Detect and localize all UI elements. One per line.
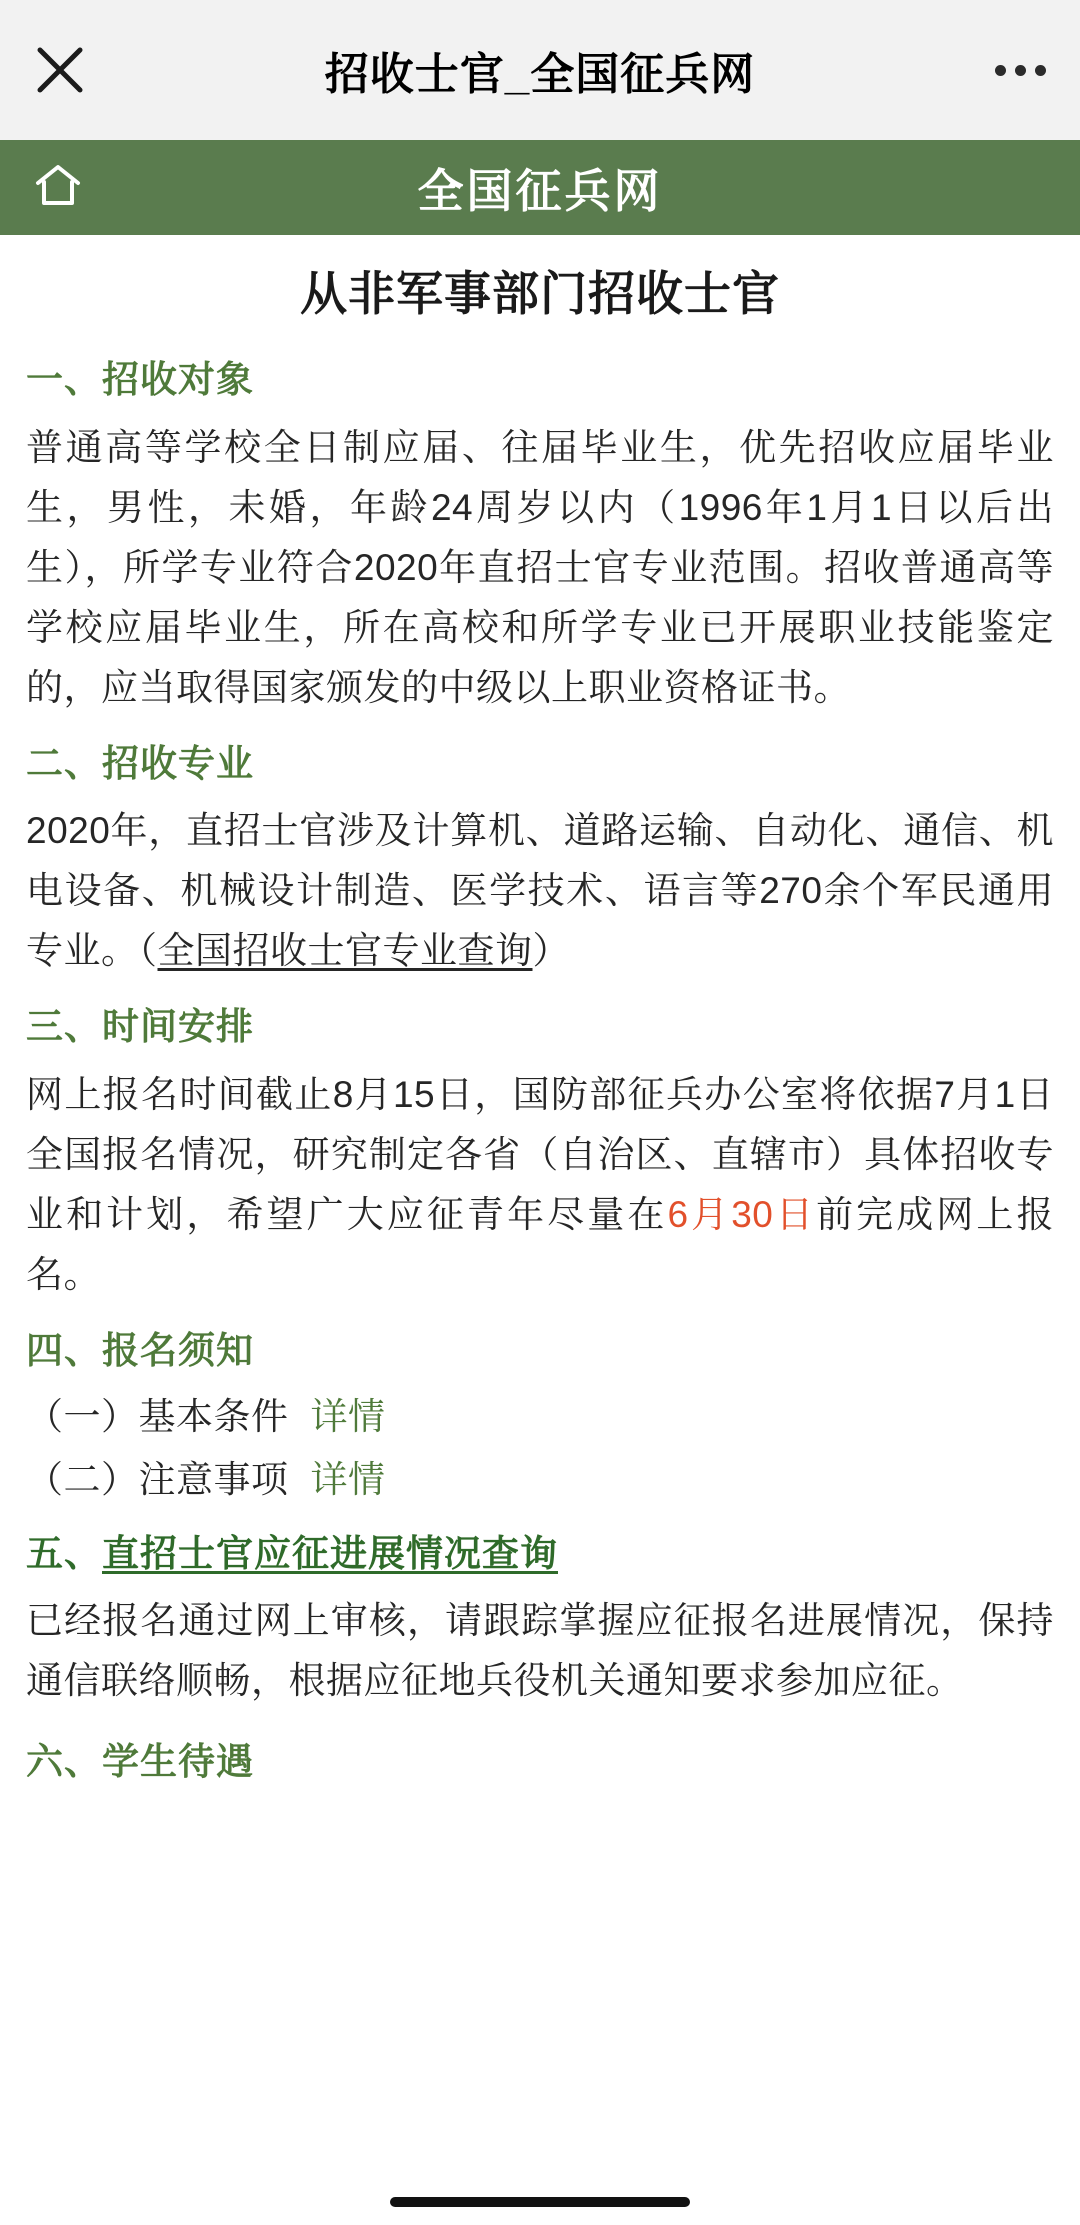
site-header [0,140,1080,235]
majors-text-before: 2020年，直招士官涉及计算机、道路运输、自动化、通信、机电设备、机械设计制造、医学技术、语言等270余个军民通用专业。（ [26,810,1054,972]
section-paragraph-majors [26,801,1054,981]
browser-chrome-bar [0,0,1080,140]
section-heading-next-partial: 六、学生待遇 [26,1741,254,1783]
more-options-button[interactable] [960,65,1080,76]
schedule-text-before: 网上报名时间截止8月15日，国防部征兵办公室将依据7月1日全国报名情况，研究制定各省（自治区、直辖市）具体招收专业和计划，希望广大应征青年尽量在 [26,1073,1054,1235]
more-options-icon [995,65,1006,76]
more-options-icon-dot2 [1015,65,1026,76]
home-icon [32,159,84,216]
article-body [0,235,1080,1783]
schedule-text-after: 前完成网上报名。 [26,1193,1055,1295]
application-notice-list [26,1389,1054,1508]
majors-text-after: ） [532,930,570,972]
close-icon [32,42,88,98]
progress-query-link[interactable]: 直招士官应征进展情况查询 [102,1532,558,1574]
majors-query-link[interactable]: 全国招收士官专业查询 [157,930,533,972]
section-paragraph-recruitment-target: 普通高等学校全日制应届、往届毕业生，优先招收应届毕业生，男性，未婚，年龄24周岁以内（1996年1月1日以后出生），所学专业符合2020年直招士官专业范围。招收普通高等学校应届毕业生，所在高校和所学专业已开展职业技能鉴定的，应当取得国家颁发的中级以上职业资格证书。 [26,426,1054,708]
section-paragraph-schedule [26,1065,1054,1305]
list-item-label: （一）基本条件 [26,1395,289,1437]
article-title: 从非军事部门招收士官 [300,267,780,320]
section-heading-recruitment-target: 一、招收对象 [26,359,254,401]
list-item-notes [26,1452,1054,1508]
site-title: 全国征兵网 [417,164,663,217]
detail-link-basic-conditions[interactable]: 详情 [310,1395,386,1437]
section-heading-application-notice: 四、报名须知 [26,1329,254,1371]
more-options-icon-dot3 [1035,65,1046,76]
section-heading-prefix: 五、 [26,1532,102,1574]
list-item-label: （二）注意事项 [26,1459,289,1501]
section-heading-progress-query[interactable] [26,1528,1054,1580]
list-item-basic-conditions [26,1389,1054,1445]
home-button[interactable] [28,158,88,218]
page-title: 招收士官_全国征兵网 [324,50,756,99]
detail-link-notes[interactable]: 详情 [310,1459,386,1501]
section-heading-majors: 二、招收专业 [26,742,254,784]
close-button[interactable] [0,42,120,98]
section-heading-schedule: 三、时间安排 [26,1006,254,1048]
schedule-deadline-highlight: 6月30日 [667,1193,817,1235]
home-indicator [390,2197,690,2207]
section-paragraph-progress-query: 已经报名通过网上审核，请跟踪掌握应征报名进展情况，保持通信联络顺畅，根据应征地兵役机关通知要求参加应征。 [26,1600,1054,1702]
